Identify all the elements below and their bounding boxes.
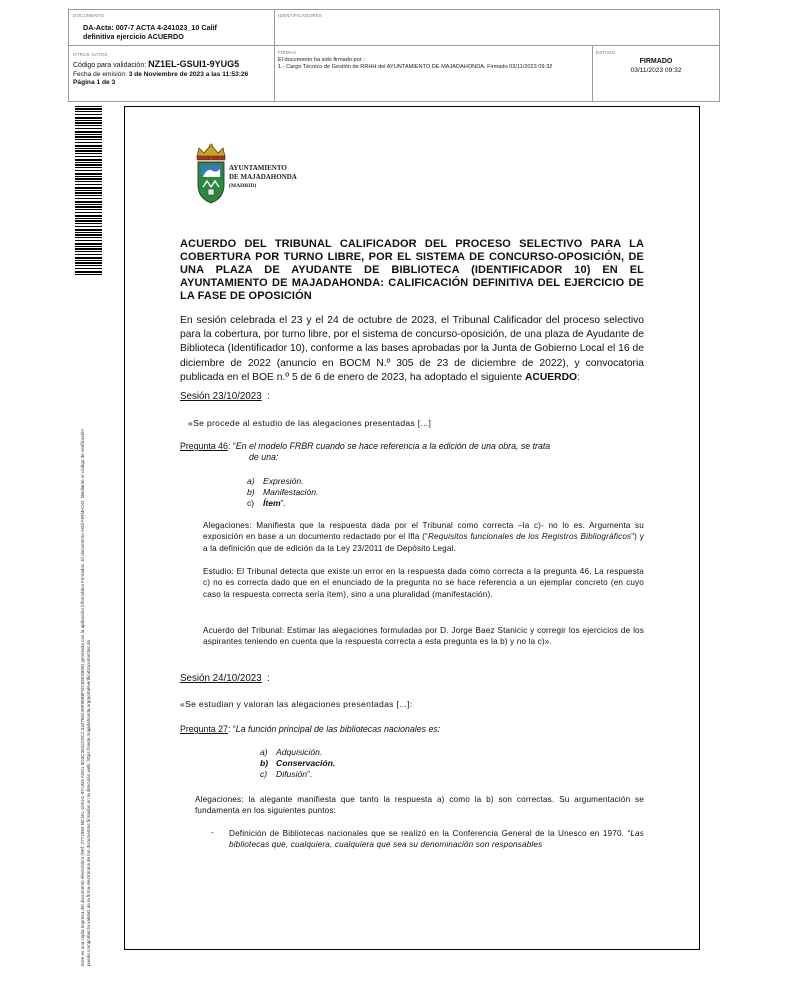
document-header-table bbox=[68, 9, 720, 102]
identificadores-cell bbox=[275, 10, 719, 46]
question-46-label: Pregunta 46 bbox=[180, 441, 228, 451]
estado-value: FIRMADO bbox=[639, 58, 673, 65]
estado-label: ESTADO bbox=[596, 50, 616, 55]
logo-line3: (MADRID) bbox=[229, 183, 257, 189]
bullet-dash: - bbox=[211, 828, 214, 837]
firmas-text bbox=[278, 57, 590, 71]
option-b-key: b) bbox=[260, 758, 269, 769]
option-c-end: ”. bbox=[280, 498, 286, 509]
question-46-text-cont: de una: bbox=[249, 452, 279, 462]
option-a-text: Expresión. bbox=[263, 476, 304, 486]
option-a-key: a) bbox=[247, 476, 255, 486]
option-c-text: Ítem bbox=[263, 498, 281, 509]
question-27 bbox=[180, 724, 644, 735]
estado-date: 03/11/2023 09:32 bbox=[630, 67, 682, 74]
bullet-item-1-text: Definición de Bibliotecas nacionales que se realizó en la Conferencia General de la Unesco en 1970. “ bbox=[229, 829, 631, 838]
coat-of-arms-logo bbox=[193, 143, 229, 205]
question-46 bbox=[180, 441, 644, 463]
municipality-logo-text bbox=[229, 164, 297, 191]
firmas-label: FIRMAS bbox=[278, 50, 297, 55]
option-b bbox=[247, 487, 318, 498]
documento-cell bbox=[69, 10, 275, 46]
firmas-line2: 1.- Cargo Técnico de Gestión de RRHH del AYUNTAMIENTO DE MAJADAHONDA. Firmado 03/11/2023 09:32 bbox=[278, 64, 553, 70]
alegaciones-1-italic: Requisitos funcionales de los Registros Bibliográficos bbox=[427, 532, 632, 542]
option-c bbox=[247, 498, 318, 509]
question-46-text: En el modelo FRBR cuando se hace referencia a la edición de una obra, se trata bbox=[235, 441, 551, 451]
option-a-text: Adquisición. bbox=[276, 747, 323, 757]
intro-end: : bbox=[577, 371, 580, 383]
fecha-prefix: Fecha de emisión: bbox=[73, 71, 127, 78]
option-b-key: b) bbox=[247, 487, 255, 498]
session-1-colon: : bbox=[267, 391, 270, 402]
codigo-prefix: Código para validación: bbox=[73, 62, 147, 69]
session-2-colon: : bbox=[267, 673, 270, 684]
firmas-line1: El documento ha sido firmado por : bbox=[278, 57, 365, 63]
fecha-emision bbox=[73, 71, 248, 79]
quote-1: «Se procede al estudio de las alegaciones presentadas [...] bbox=[188, 418, 432, 428]
option-a bbox=[247, 476, 318, 487]
documento-label: DOCUMENTO bbox=[73, 13, 105, 18]
estado-cell bbox=[593, 46, 719, 102]
estudio-1: Estudio: El Tribunal detecta que existe un error en la respuesta dada como correcta a la pregunta 46. La respuesta c) no es correcta dado que en el enunciado de la pregunta no se hace referencia a un ejemplar concreto (en cuyo caso la respuesta correcta sería ítem), sino a una pluralidad (manifestación). bbox=[203, 567, 644, 599]
intro-bold: ACUERDO bbox=[524, 371, 578, 383]
document-title: ACUERDO DEL TRIBUNAL CALIFICADOR DEL PROCESO SELECTIVO PARA LA COBERTURA POR TURNO LIBRE, POR EL SISTEMA DE CONCURSO-OPOSICIÓN, DE UNA PLAZA DE AYUDANTE DE BIBLIOTECA (IDENTIFICADOR 10) EN EL AYUNTAMIENTO DE MAJADAHONDA: CALIFICACIÓN DEFINITIVA DEL EJERCICIO DE LA FASE DE OPOSICIÓN bbox=[180, 238, 644, 302]
codigo-validacion bbox=[73, 60, 239, 70]
documento-value-line2: definitiva ejercicio ACUERDO bbox=[83, 32, 184, 41]
session-1-heading bbox=[180, 391, 262, 402]
documento-value bbox=[83, 23, 217, 41]
option-b-text: Manifestación. bbox=[263, 487, 319, 498]
option-a-key: a) bbox=[260, 747, 268, 757]
alegaciones-1-text: Alegaciones: Manifiesta que la respuesta dada por el Tribunal como correcta –la c)- no lo es. Argumenta su exposición en base a un documento redactado por el Ifla (“ bbox=[203, 521, 644, 542]
bullet-item-1-italic: Las bibliotecas que, cualquiera, cualquiera que sea su denominación son responsables bbox=[229, 829, 644, 850]
question-27-label: Pregunta 27 bbox=[180, 724, 228, 734]
option-b bbox=[260, 758, 335, 769]
barcode bbox=[75, 106, 102, 276]
verification-vertical-line1: Este es una copia impresa del documento electrónico (Ref: 2771984 NZ1EL-GSUI1-9YUG5 A0D1 0D3C3042C0C2 344786249F95B8FDC85E2B05) generada con la aplicación informática Firmadoc. El documento está FIRMADO. Mediante el código de verificación bbox=[80, 429, 85, 966]
acuerdo-1: Acuerdo del Tribunal: Estimar las alegaciones formuladas por D. Jorge Baez Stanicic y corregir los ejercicios de los aspirantes teniendo en cuenta que la respuesta correcta a esta pregunta es la b) y no la c)». bbox=[203, 626, 644, 647]
codigo-value: NZ1EL-GSUI1-9YUG5 bbox=[148, 59, 240, 69]
document-title-block bbox=[180, 238, 644, 303]
otros-datos-cell bbox=[69, 46, 275, 102]
option-a bbox=[260, 747, 335, 758]
question-27-text: La función principal de las bibliotecas nacionales es: bbox=[235, 724, 441, 734]
documento-value-line1: DA-Acta: 007-7 ACTA 4-241023_10 Calif bbox=[83, 23, 217, 32]
otros-datos-label: OTROS DATOS bbox=[73, 52, 108, 57]
question-46-options bbox=[247, 476, 318, 510]
pagina: Página 1 de 3 bbox=[73, 79, 116, 86]
firmas-cell bbox=[275, 46, 593, 102]
session-1-date: Sesión 23/10/2023 bbox=[180, 391, 262, 402]
identificadores-label: IDENTIFICADORES bbox=[278, 13, 323, 18]
option-c-key: c) bbox=[260, 769, 268, 780]
option-b-text: Conservación. bbox=[276, 758, 336, 769]
intro-text: En sesión celebrada el 23 y el 24 de octubre de 2023, el Tribunal Calificador del proceso selectivo para la cobertura, por turno libre, por el sistema de concurso-oposición, de una plaza de Ayudante de Biblioteca (Identificador 10), conforme a las bases aprobadas por la Junta de Gobierno Local el 16 de diciembre de 2022 (anuncio en BOCM N.º 305 de 23 de diciembre de 2022), y convocatoria publicada en el BOE n.º 5 de 6 de enero de 2023, ha adoptado el siguiente bbox=[180, 315, 644, 383]
option-c-key: c) bbox=[247, 498, 255, 509]
verification-vertical-line2: puede comprobar la validez de la firma electrónica de los documentos firmados en la dirección web: https://sede.majadahonda.org/portal/verificaDocumentos.do bbox=[86, 639, 91, 966]
logo-line2: DE MAJADAHONDA bbox=[229, 173, 297, 181]
logo-line1: AYUNTAMIENTO bbox=[229, 164, 287, 172]
quote-2: «Se estudian y valoran las alegaciones presentadas [...]: bbox=[180, 699, 413, 709]
bullet-item-1 bbox=[229, 828, 644, 851]
option-c-text: Difusión bbox=[276, 769, 308, 780]
option-c-end: ”. bbox=[307, 769, 313, 780]
alegaciones-1-text-end: ”) y a la definición que de edición da la Ley 23/2011 de Depósito Legal. bbox=[203, 532, 644, 553]
intro-paragraph bbox=[180, 314, 644, 385]
session-2-heading bbox=[180, 673, 262, 684]
question-27-options bbox=[260, 747, 335, 781]
question-27-quote-open: : “ bbox=[227, 724, 236, 734]
session-2-date: Sesión 24/10/2023 bbox=[180, 673, 262, 684]
alegaciones-2: Alegaciones: la alegante manifiesta que tanto la respuesta a) como la b) son correctas. Su argumentación se fundamenta en los siguientes puntos: bbox=[195, 795, 644, 816]
question-46-quote-open: : “ bbox=[227, 441, 236, 451]
fecha-value: 3 de Noviembre de 2023 a las 11:53:26 bbox=[128, 71, 249, 78]
option-c bbox=[260, 769, 335, 780]
alegaciones-1 bbox=[203, 520, 644, 554]
